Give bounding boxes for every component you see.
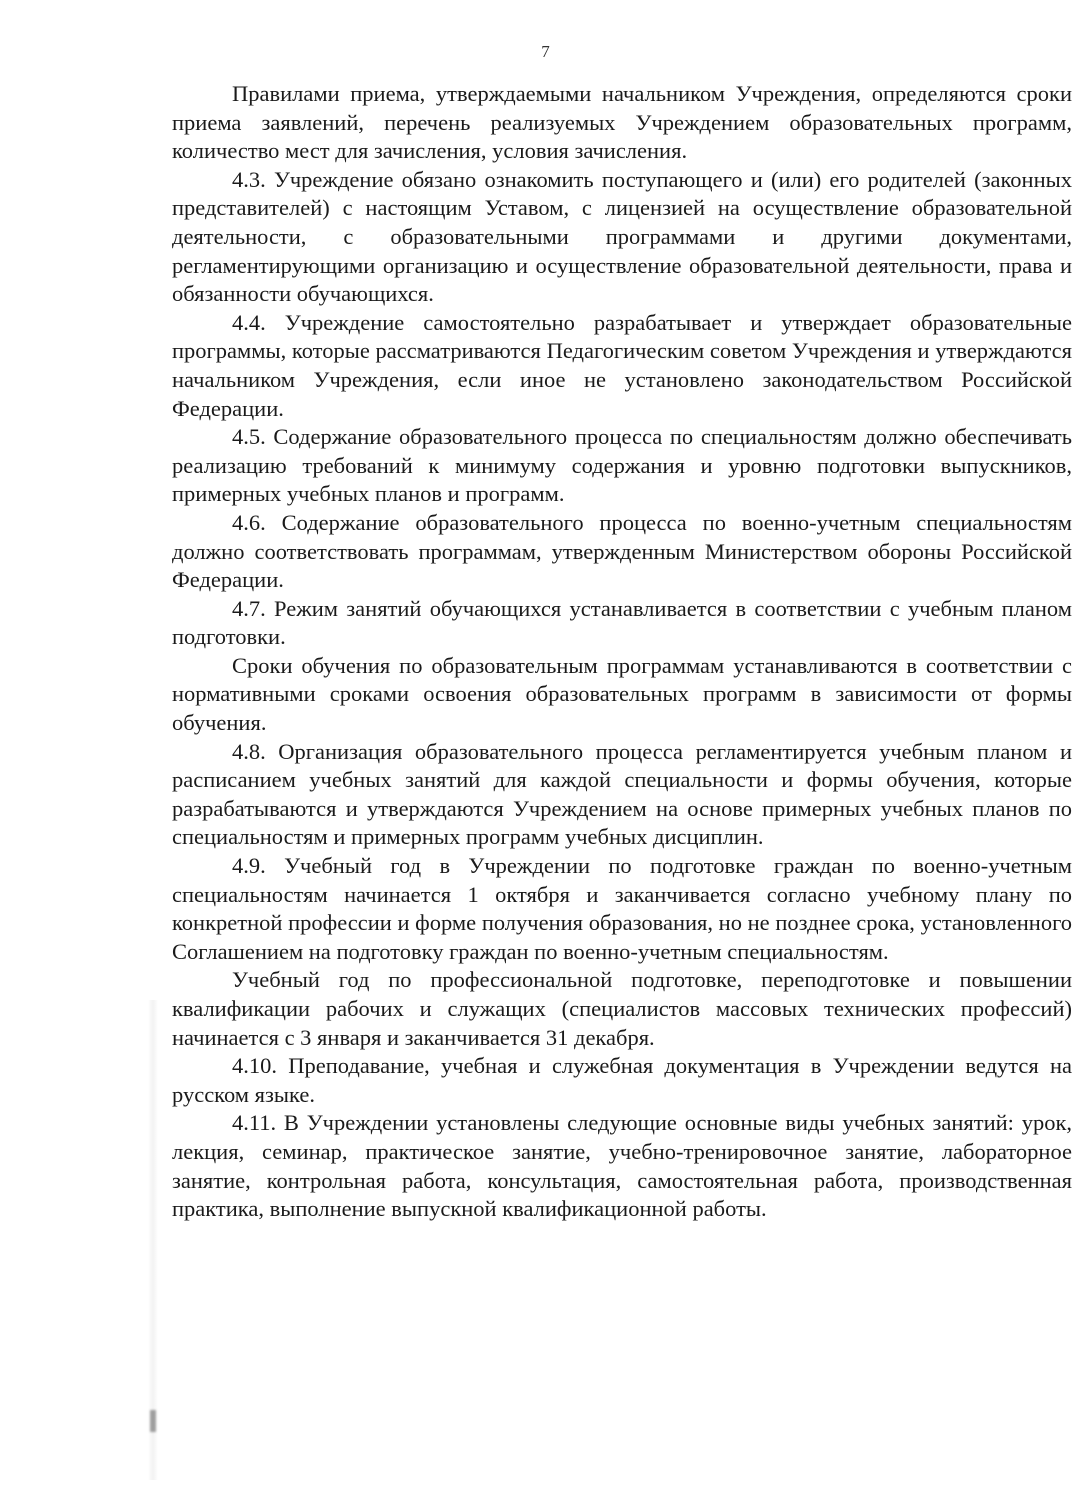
paragraph-4-6: 4.6. Содержание образовательного процесса по военно-учетным специальностям должно соответствовать программам, утвержденным Министерством обороны Российской Федерации. (172, 509, 1072, 593)
scan-shadow (148, 1000, 158, 1480)
paragraph-4-10: 4.10. Преподавание, учебная и служебная документация в Учреждении ведутся на русском языке. (172, 1053, 1072, 1107)
document-body (172, 80, 1072, 1224)
paragraph-4-7: 4.7. Режим занятий обучающихся устанавливается в соответствии с учебным планом подготовки. (172, 595, 1072, 650)
scan-artifact (150, 1410, 156, 1432)
paragraph-4-4: 4.4. Учреждение самостоятельно разрабатывает и утверждает образовательные программы, которые рассматриваются Педагогическим советом Учреждения и утверждаются начальником Учреждения, если иное не установлено законодательством Российской Федерации. (172, 309, 1072, 421)
paragraph-4-3: 4.3. Учреждение обязано ознакомить поступающего и (или) его родителей (законных представителей) с настоящим Уставом, с лицензией на осуществление образовательной деятельности, с образовательными программами и другими документами, регламентирующими организацию и осуществление образовательной деятельности, права и обязанности обучающихся. (172, 166, 1072, 307)
paragraph-4-9: 4.9. Учебный год в Учреждении по подготовке граждан по военно-учетным специальностям начинается 1 октября и заканчивается согласно учебному плану по конкретной профессии и форме получения образования, но не позднее срока, установленного Соглашением на подготовку граждан по военно-учетным специальностям. (172, 853, 1072, 964)
paragraph-study-terms: Сроки обучения по образовательным программам устанавливаются в соответствии с нормативными сроками освоения образовательных программ в зависимости от формы обучения. (172, 652, 1072, 736)
paragraph-academic-year: Учебный год по профессиональной подготовке, переподготовке и повышении квалификации рабочих и служащих (специалистов массовых технических профессий) начинается с 3 января и заканчивается 31 декабря. (172, 967, 1072, 1050)
paragraph-4-5: 4.5. Содержание образовательного процесса по специальностям должно обеспечивать реализацию требований к минимуму содержания и уровню подготовки выпускников, примерных учебных планов и программ. (172, 424, 1072, 507)
paragraph-admission-rules: Правилами приема, утверждаемыми начальником Учреждения, определяются сроки приема заявлений, перечень реализуемых Учреждением образовательных программ, количество мест для зачисления, условия зачисления. (172, 81, 1072, 164)
page-number: 7 (541, 42, 550, 61)
paragraph-4-11: 4.11. В Учреждении установлены следующие основные виды учебных занятий: урок, лекция, семинар, практическое занятие, учебно-тренировочное занятие, лабораторное занятие, контрольная работа, консультация, самостоятельная работа, производственная практика, выполнение выпускной квалификационной работы. (172, 1110, 1072, 1222)
paragraph-4-8: 4.8. Организация образовательного процесса регламентируется учебным планом и расписанием учебных занятий для каждой специальности и формы обучения, которые разрабатываются и утверждаются Учреждением на основе примерных учебных планов по специальностям и примерных программ учебных дисциплин. (172, 738, 1072, 850)
